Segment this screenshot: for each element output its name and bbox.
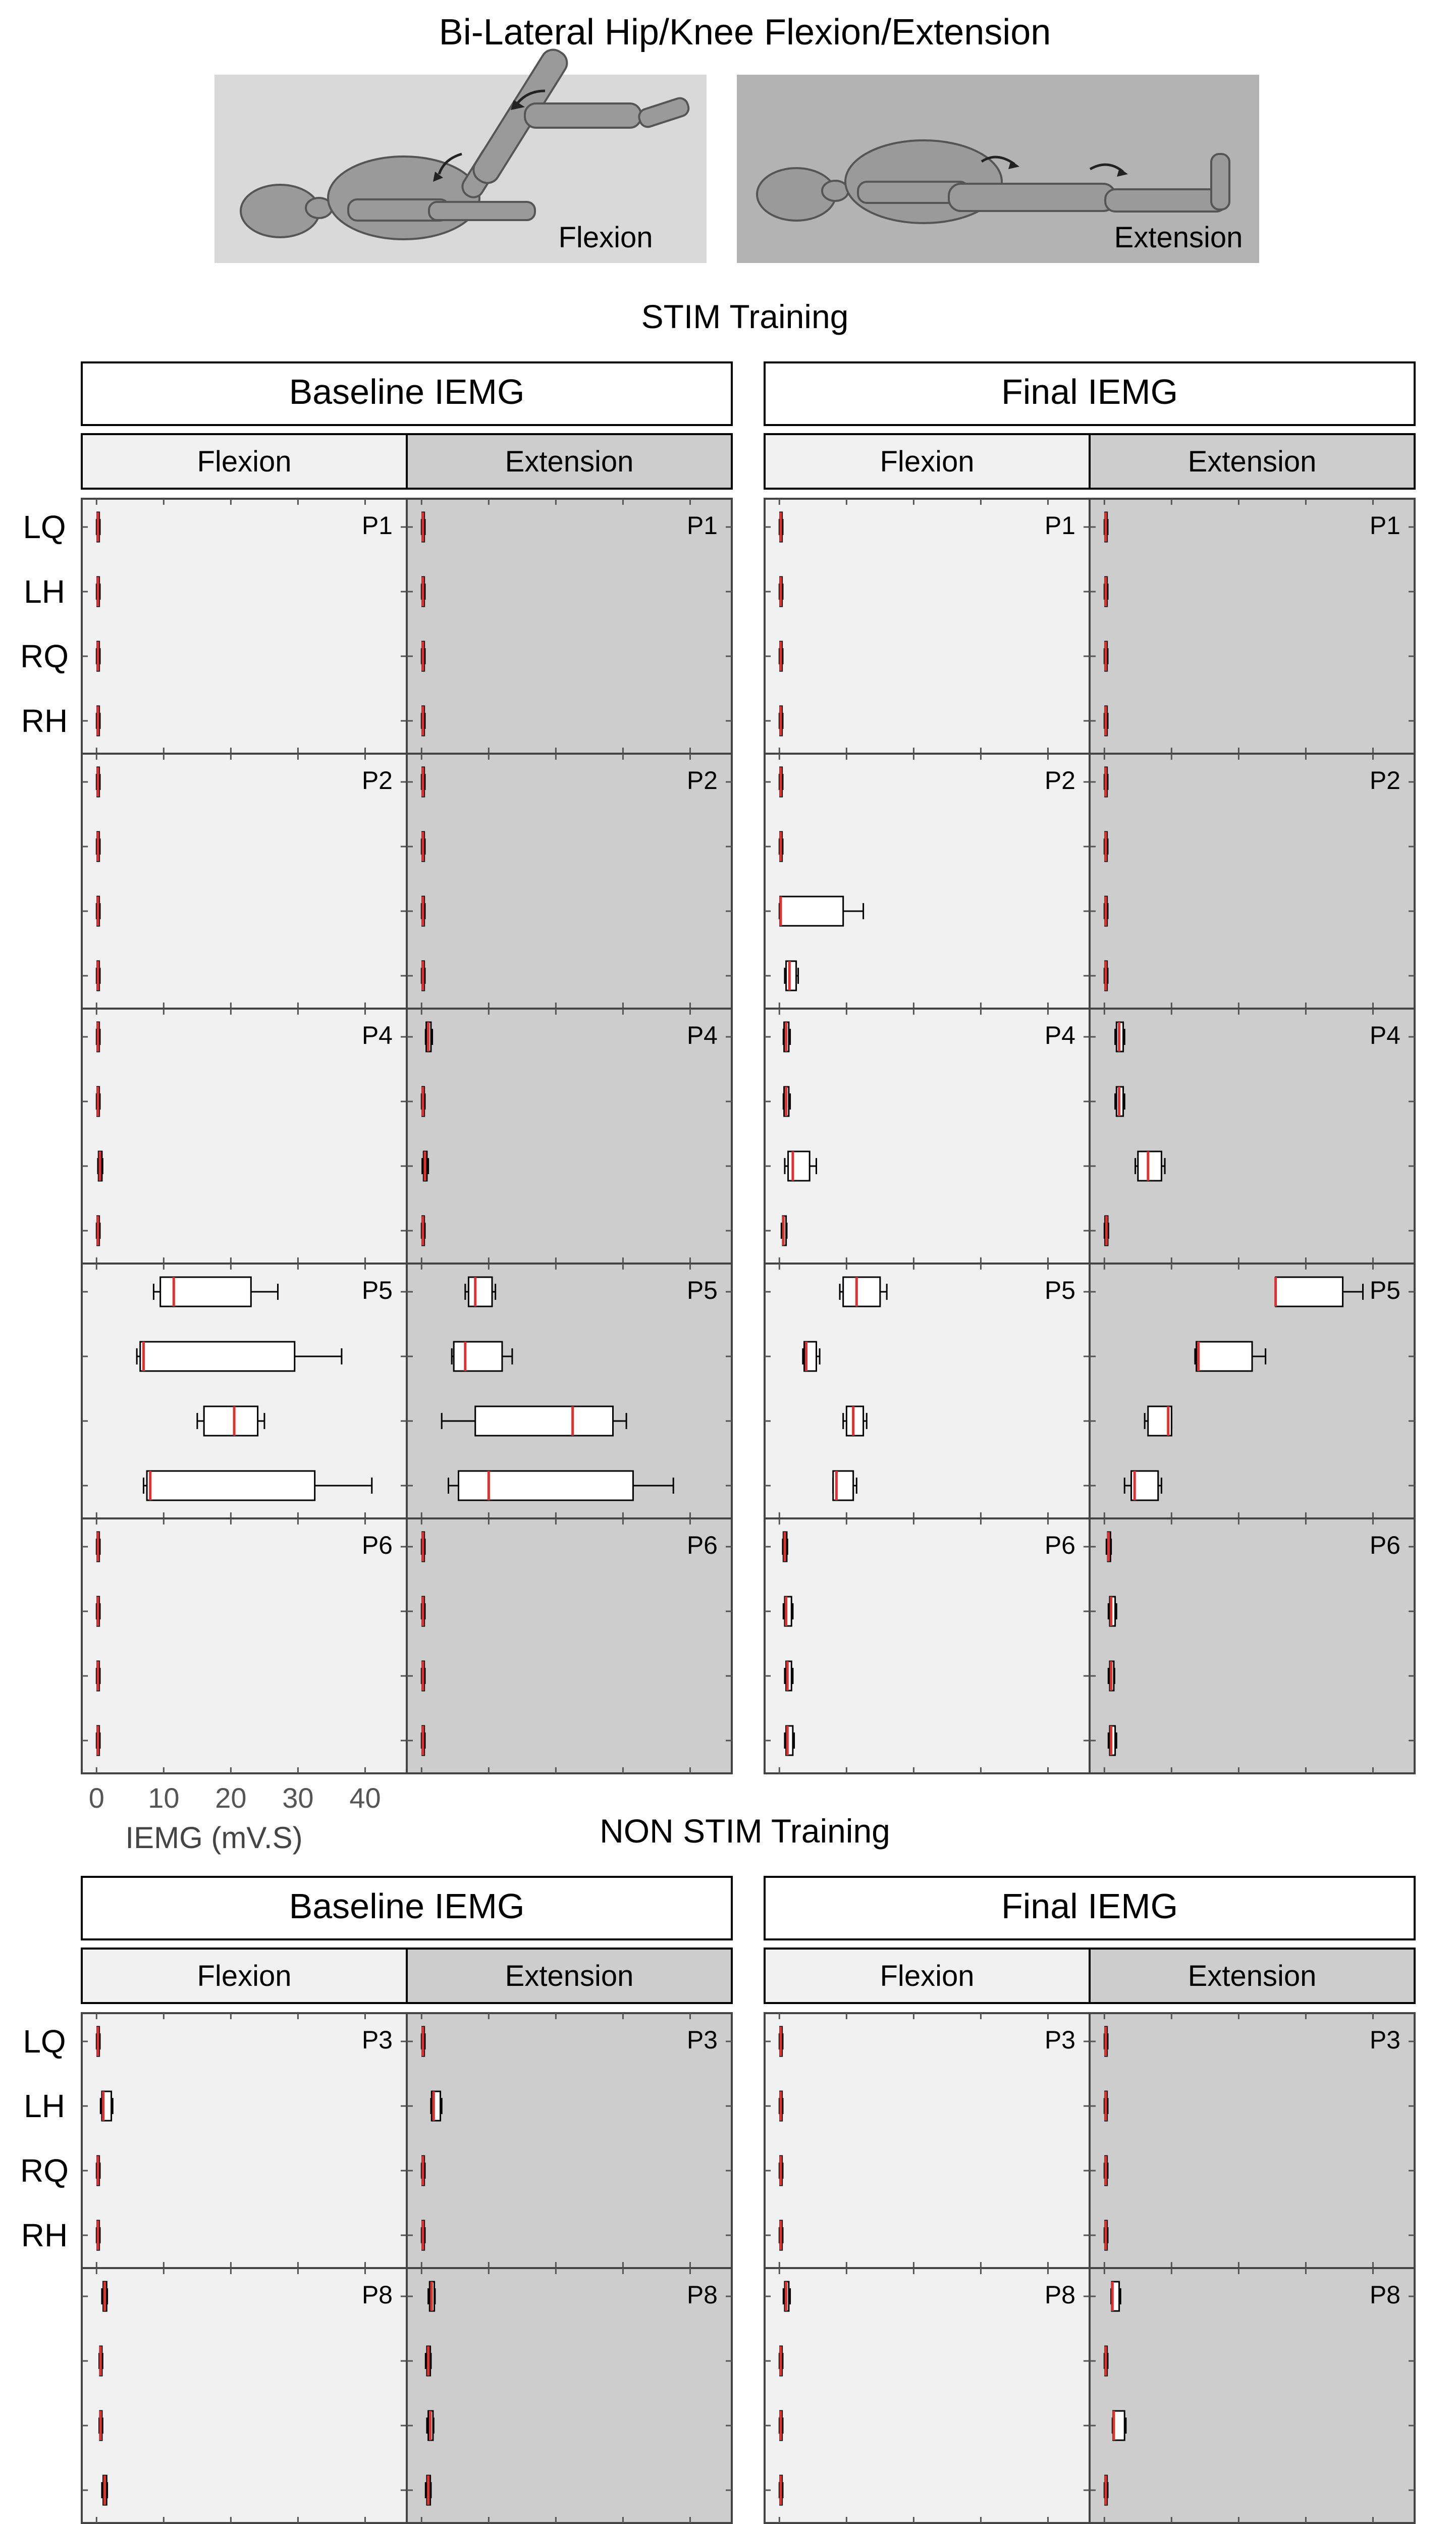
box-rq	[96, 2156, 100, 2185]
panel-background	[765, 499, 1090, 754]
box-lq	[840, 1277, 887, 1306]
box-rh	[421, 1726, 425, 1755]
panel-background	[407, 499, 732, 754]
participant-label: P3	[686, 2026, 718, 2054]
box-lq	[421, 2027, 425, 2056]
box-rh	[779, 2476, 783, 2505]
box-rh	[785, 961, 798, 990]
panel-background	[82, 754, 407, 1009]
column-header-final: Final IEMG	[1001, 1886, 1178, 1926]
box-lh	[779, 832, 783, 861]
box-lq	[421, 767, 425, 797]
panel-background	[82, 2268, 407, 2523]
panel-baseline-extension-p4	[407, 1009, 732, 1264]
box-lq	[1104, 2027, 1108, 2056]
participant-label: P8	[1044, 2281, 1075, 2309]
box-rq	[779, 642, 783, 671]
panel-final-flexion-p3	[765, 2013, 1090, 2268]
condition-header-extension: Extension	[505, 445, 634, 478]
box-rh	[781, 1216, 787, 1245]
box-rh	[1104, 2476, 1108, 2505]
panel-final-extension-p1	[1090, 499, 1415, 754]
boxplot-panels	[20, 298, 1415, 2524]
panel-final-extension-p6	[1090, 1518, 1415, 1773]
iqr-box	[468, 1277, 492, 1306]
box-lh	[421, 1597, 425, 1626]
box-rh	[421, 961, 425, 990]
box-lh	[779, 2091, 783, 2121]
participant-label: P3	[361, 2026, 393, 2054]
box-lh	[96, 1597, 100, 1626]
panel-baseline-flexion-p2	[82, 754, 407, 1009]
muscle-label-rq: RQ	[20, 638, 69, 674]
box-rh	[421, 706, 425, 735]
box-lh	[421, 832, 425, 861]
box-rq	[421, 897, 425, 926]
box-rq	[1112, 2411, 1126, 2440]
panel-baseline-extension-p6	[407, 1518, 732, 1773]
box-lq	[96, 512, 100, 542]
box-lh	[96, 577, 100, 606]
column-header-baseline: Baseline IEMG	[289, 1886, 525, 1926]
box-lh	[779, 577, 783, 606]
participant-label: P6	[686, 1531, 718, 1559]
box-rq	[96, 1661, 100, 1691]
panel-background	[82, 2013, 407, 2268]
box-lh	[100, 2091, 113, 2121]
panel-background	[407, 2268, 732, 2523]
box-rh	[1104, 1216, 1108, 1245]
muscle-label-lh: LH	[24, 573, 65, 610]
box-lh	[421, 1087, 425, 1116]
box-rq	[421, 642, 425, 671]
panel-background	[1090, 499, 1415, 754]
iqr-box	[786, 961, 796, 990]
x-axis-label: IEMG (mV.S)	[125, 1821, 303, 1855]
panel-baseline-flexion-p3	[82, 2013, 407, 2268]
box-rh	[779, 2221, 783, 2250]
iqr-box	[780, 897, 843, 926]
panel-background	[765, 2013, 1090, 2268]
box-rq	[1136, 1151, 1165, 1181]
panel-background	[1090, 1518, 1415, 1773]
box-lh	[1104, 2091, 1108, 2121]
participant-label: P2	[1044, 766, 1075, 795]
box-rq	[99, 2411, 103, 2440]
box-lh	[779, 2346, 783, 2376]
participant-label: P5	[1369, 1276, 1400, 1304]
iqr-box	[788, 1151, 810, 1181]
panel-baseline-flexion-p6	[82, 1518, 407, 1773]
panel-background	[82, 1009, 407, 1264]
box-rq	[1145, 1406, 1171, 1436]
box-rq	[779, 2411, 783, 2440]
muscle-label-rq: RQ	[20, 2152, 69, 2189]
participant-label: P6	[361, 1531, 393, 1559]
box-rq	[422, 1151, 428, 1181]
participant-label: P2	[1369, 766, 1400, 795]
box-lq	[1115, 1022, 1125, 1051]
box-rq	[1108, 1661, 1114, 1691]
box-rq	[197, 1406, 264, 1436]
box-rh	[833, 1471, 857, 1500]
condition-header-extension: Extension	[1188, 445, 1317, 478]
panel-background	[765, 2268, 1090, 2523]
panel-background	[407, 1518, 732, 1773]
box-lq	[1104, 767, 1108, 797]
section-title: STIM Training	[641, 298, 849, 335]
iqr-box	[458, 1471, 633, 1500]
panel-final-flexion-p2	[765, 754, 1090, 1009]
panel-final-extension-p4	[1090, 1009, 1415, 1264]
box-lh	[1104, 832, 1108, 861]
box-rh	[96, 961, 100, 990]
box-rq	[421, 2156, 425, 2185]
box-lh	[99, 2346, 103, 2376]
box-rh	[102, 2476, 107, 2505]
muscle-label-lq: LQ	[23, 2023, 66, 2060]
participant-label: P8	[686, 2281, 718, 2309]
panel-baseline-flexion-p8	[82, 2268, 407, 2523]
muscle-label-lq: LQ	[23, 509, 66, 545]
column-header-final: Final IEMG	[1001, 372, 1178, 411]
iqr-box	[1138, 1151, 1162, 1181]
box-rh	[785, 1726, 794, 1755]
participant-label: P4	[686, 1021, 718, 1049]
panel-background	[407, 2013, 732, 2268]
panel-baseline-extension-p5	[407, 1264, 732, 1518]
box-lh	[1108, 1597, 1116, 1626]
panel-background	[765, 754, 1090, 1009]
section-stim	[20, 298, 1415, 1855]
box-lh	[421, 577, 425, 606]
panel-final-flexion-p6	[765, 1518, 1090, 1773]
box-lh	[1104, 577, 1108, 606]
participant-label: P5	[686, 1276, 718, 1304]
box-lq	[421, 1532, 425, 1561]
participant-label: P6	[1044, 1531, 1075, 1559]
box-rq	[96, 642, 100, 671]
condition-header-flexion: Flexion	[880, 1960, 975, 1992]
box-lh	[783, 1597, 793, 1626]
box-rh	[425, 2476, 431, 2505]
box-lq	[428, 2282, 435, 2311]
panel-background	[1090, 1009, 1415, 1264]
participant-label: P2	[361, 766, 393, 795]
condition-header-flexion: Flexion	[197, 445, 292, 478]
box-lh	[431, 2091, 442, 2121]
box-rh	[96, 1216, 100, 1245]
participant-label: P3	[1369, 2026, 1400, 2054]
box-lh	[425, 2346, 431, 2376]
figure-title: Bi-Lateral Hip/Knee Flexion/Extension	[439, 12, 1051, 52]
participant-label: P8	[361, 2281, 393, 2309]
box-lq	[783, 1022, 790, 1051]
panel-baseline-flexion-p5	[82, 1264, 407, 1518]
box-rh	[1108, 1726, 1116, 1755]
participant-label: P3	[1044, 2026, 1075, 2054]
section-title: NON STIM Training	[600, 1812, 890, 1850]
box-lq	[779, 2027, 783, 2056]
iqr-box	[140, 1342, 295, 1371]
iqr-box	[1197, 1342, 1252, 1371]
muscle-label-lh: LH	[24, 2088, 65, 2124]
participant-label: P4	[1369, 1021, 1400, 1049]
iqr-box	[1276, 1277, 1343, 1306]
panel-final-extension-p3	[1090, 2013, 1415, 2268]
box-rq	[1104, 897, 1108, 926]
x-tick-label: 40	[349, 1782, 381, 1814]
box-lq	[1111, 2282, 1121, 2311]
panel-background	[765, 1264, 1090, 1518]
box-rq	[96, 897, 100, 926]
iqr-box	[475, 1406, 613, 1436]
condition-header-flexion: Flexion	[880, 445, 975, 478]
iqr-box	[843, 1277, 880, 1306]
box-rh	[1104, 961, 1108, 990]
panel-background	[765, 1518, 1090, 1773]
box-rh	[421, 1216, 425, 1245]
box-lq	[425, 1022, 432, 1051]
panel-final-flexion-p1	[765, 499, 1090, 754]
x-tick-label: 10	[148, 1782, 180, 1814]
box-rh	[96, 706, 100, 735]
panel-background	[82, 499, 407, 754]
box-lq	[1106, 1532, 1111, 1561]
participant-label: P4	[1044, 1021, 1075, 1049]
condition-header-flexion: Flexion	[197, 1960, 292, 1992]
box-lq	[779, 512, 783, 542]
box-rq	[427, 2411, 434, 2440]
extension-illustration-label: Extension	[1114, 221, 1243, 254]
panel-background	[1090, 2268, 1415, 2523]
panel-baseline-flexion-p1	[82, 499, 407, 754]
panel-baseline-extension-p1	[407, 499, 732, 754]
x-tick-label: 0	[88, 1782, 104, 1814]
box-lq	[1104, 512, 1108, 542]
column-header-baseline: Baseline IEMG	[289, 372, 525, 411]
iqr-box	[846, 1406, 863, 1436]
panel-final-extension-p5	[1090, 1264, 1415, 1518]
box-rq	[98, 1151, 102, 1181]
box-rq	[1104, 642, 1108, 671]
box-rq	[843, 1406, 867, 1436]
iqr-box	[454, 1342, 502, 1371]
box-lq	[779, 767, 783, 797]
box-rh	[1104, 706, 1108, 735]
condition-header-extension: Extension	[1188, 1960, 1317, 1992]
participant-label: P6	[1369, 1531, 1400, 1559]
panel-baseline-extension-p8	[407, 2268, 732, 2523]
section-non-stim	[20, 1812, 1415, 2524]
participant-label: P1	[1044, 511, 1075, 540]
box-rq	[1104, 2156, 1108, 2185]
flexion-illustration-label: Flexion	[558, 221, 653, 254]
panel-baseline-extension-p2	[407, 754, 732, 1009]
box-lq	[96, 2027, 100, 2056]
panel-final-flexion-p4	[765, 1009, 1090, 1264]
x-tick-label: 20	[215, 1782, 247, 1814]
panel-background	[1090, 2013, 1415, 2268]
panel-background	[82, 1518, 407, 1773]
extension-illustration	[737, 75, 1259, 263]
participant-label: P8	[1369, 2281, 1400, 2309]
box-lq	[783, 2282, 790, 2311]
box-rq	[785, 1661, 793, 1691]
participant-label: P1	[686, 511, 718, 540]
box-rh	[96, 1726, 100, 1755]
box-lh	[96, 832, 100, 861]
box-lq	[96, 767, 100, 797]
participant-label: P5	[361, 1276, 393, 1304]
box-rh	[779, 706, 783, 735]
box-lh	[783, 1087, 790, 1116]
box-lh	[1115, 1087, 1125, 1116]
condition-header-extension: Extension	[505, 1960, 634, 1992]
x-tick-label: 30	[282, 1782, 314, 1814]
box-rh	[421, 2221, 425, 2250]
panel-baseline-flexion-p4	[82, 1009, 407, 1264]
iqr-box	[204, 1406, 257, 1436]
box-rq	[421, 1661, 425, 1691]
box-lq	[465, 1277, 496, 1306]
panel-background	[765, 1009, 1090, 1264]
panel-final-extension-p8	[1090, 2268, 1415, 2523]
panel-final-flexion-p5	[765, 1264, 1090, 1518]
participant-label: P2	[686, 766, 718, 795]
flexion-illustration	[214, 45, 707, 263]
participant-label: P4	[361, 1021, 393, 1049]
box-lq	[96, 1022, 100, 1051]
panel-final-flexion-p8	[765, 2268, 1090, 2523]
muscle-label-rh: RH	[21, 703, 68, 739]
box-rh	[1104, 2221, 1108, 2250]
panel-background	[1090, 754, 1415, 1009]
muscle-label-rh: RH	[21, 2217, 68, 2253]
box-lq	[783, 1532, 787, 1561]
panel-background	[407, 1009, 732, 1264]
box-rq	[779, 2156, 783, 2185]
panel-baseline-extension-p3	[407, 2013, 732, 2268]
box-lq	[96, 1532, 100, 1561]
box-rh	[96, 2221, 100, 2250]
box-lh	[1104, 2346, 1108, 2376]
box-lq	[421, 512, 425, 542]
box-lh	[96, 1087, 100, 1116]
iqr-box	[147, 1471, 315, 1500]
participant-label: P5	[1044, 1276, 1075, 1304]
participant-label: P1	[361, 511, 393, 540]
participant-label: P1	[1369, 511, 1400, 540]
box-lq	[102, 2282, 107, 2311]
panel-final-extension-p2	[1090, 754, 1415, 1009]
panel-background	[407, 754, 732, 1009]
